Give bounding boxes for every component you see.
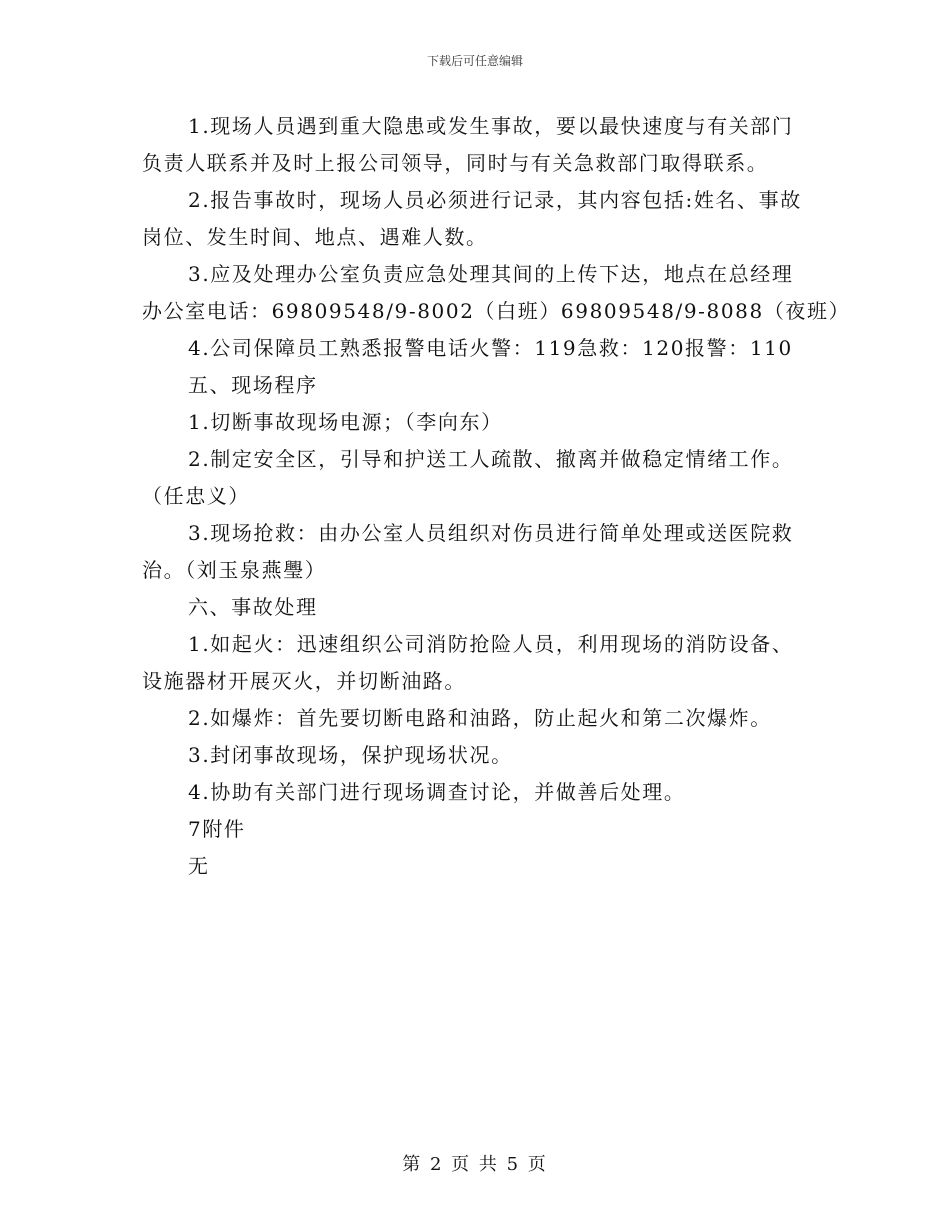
section-heading: 六、事故处理	[188, 595, 318, 619]
paragraph-line: 2.制定安全区，引导和护送工人疏散、撤离并做稳定情绪工作。	[188, 447, 794, 471]
section-heading: 五、现场程序	[188, 373, 318, 397]
paragraph-line: 3.应及处理办公室负责应急处理其间的上传下达，地点在总经理	[188, 262, 794, 286]
paragraph-line: 无	[188, 854, 210, 878]
paragraph-line: 4.协助有关部门进行现场调查讨论，并做善后处理。	[188, 780, 686, 804]
paragraph-line: 2.如爆炸：首先要切断电路和油路，防止起火和第二次爆炸。	[188, 706, 772, 730]
paragraph-line: 设施器材开展灭火，并切断油路。	[142, 669, 466, 693]
paragraph-line: 办公室电话：69809548/9-8002（白班）69809548/9-8088（夜班）	[142, 299, 851, 323]
paragraph-line: 2.报告事故时，现场人员必须进行记录，其内容包括:姓名、事故	[188, 188, 802, 212]
paragraph-line: 3.封闭事故现场，保护现场状况。	[188, 743, 513, 767]
page-header: 下载后可任意编辑	[426, 54, 523, 68]
paragraph-line: 岗位、发生时间、地点、遇难人数。	[142, 225, 488, 249]
paragraph-line: 负责人联系并及时上报公司领导，同时与有关急救部门取得联系。	[142, 151, 769, 175]
paragraph-line: 治。（刘玉泉燕璺）	[142, 558, 327, 582]
page-number: 第 2 页 共 5 页	[402, 1154, 548, 1175]
paragraph-line: 1.如起火：迅速组织公司消防抢险人员，利用现场的消防设备、	[188, 632, 794, 656]
document-body	[142, 108, 851, 885]
section-heading: 7附件	[188, 817, 246, 841]
paragraph-line: （任忠义）	[142, 484, 250, 508]
paragraph-line: 1.切断事故现场电源；（李向东）	[188, 410, 503, 434]
paragraph-line: 1.现场人员遇到重大隐患或发生事故，要以最快速度与有关部门	[188, 114, 794, 138]
paragraph-line: 4.公司保障员工熟悉报警电话火警：119急救：120报警：110	[188, 336, 793, 360]
paragraph-line: 3.现场抢救：由办公室人员组织对伤员进行简单处理或送医院救	[188, 521, 794, 545]
